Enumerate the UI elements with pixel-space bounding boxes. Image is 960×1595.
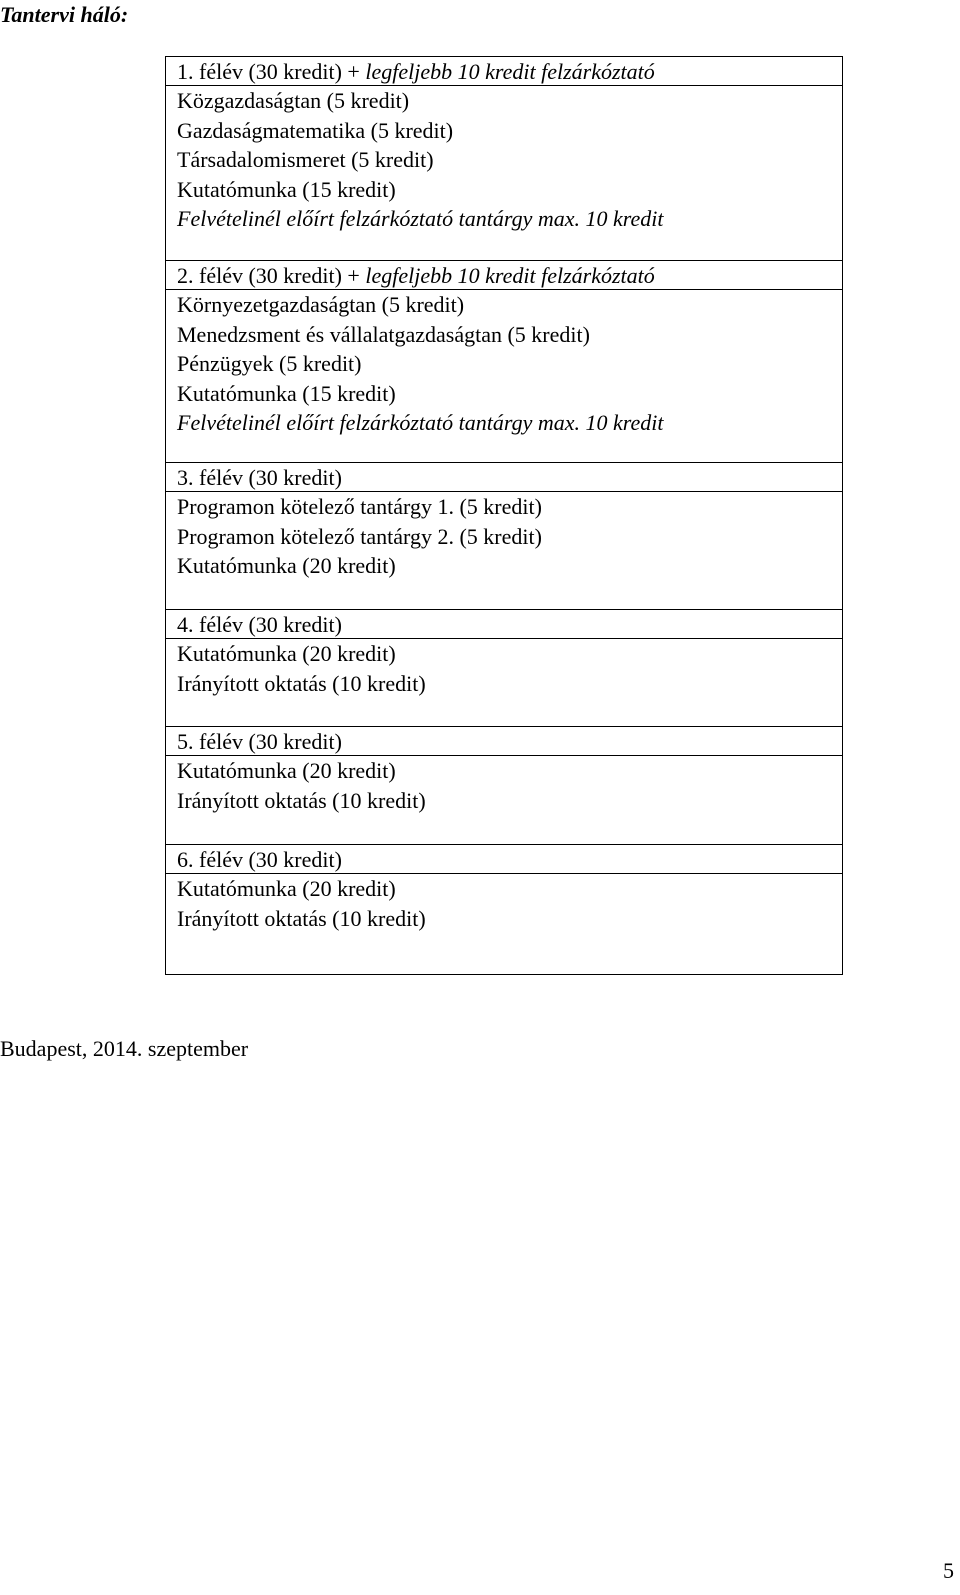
- semester-block: [166, 57, 842, 260]
- semester-header: [166, 261, 842, 290]
- catchup-course-line: Felvételinél előírt felzárkóztató tantárgy max. 10 kredit: [177, 410, 664, 435]
- course-line: Programon kötelező tantárgy 1. (5 kredit): [177, 494, 542, 519]
- course-line: Kutatómunka (15 kredit): [177, 380, 396, 406]
- course-line: Kutatómunka (20 kredit): [177, 876, 396, 901]
- semester-header: [166, 463, 842, 492]
- course-line: Programon kötelező tantárgy 2. (5 kredit): [177, 523, 542, 549]
- semester-block: [166, 609, 842, 726]
- semester-block: [166, 844, 842, 974]
- semester-catchup-note: legfeljebb 10 kredit felzárkóztató: [365, 263, 655, 288]
- course-line: Irányított oktatás (10 kredit): [177, 905, 426, 931]
- place-date: Budapest, 2014. szeptember: [0, 1036, 249, 1061]
- course-line: Közgazdaságtan (5 kredit): [177, 88, 410, 113]
- course-line: Menedzsment és vállalatgazdaságtan (5 kredit): [177, 321, 590, 347]
- semester-title: 3. félév (30 kredit): [177, 465, 342, 490]
- semester-catchup-note: legfeljebb 10 kredit felzárkóztató: [365, 59, 655, 84]
- curriculum-grid: [165, 56, 843, 975]
- course-line: Kutatómunka (15 kredit): [177, 176, 396, 202]
- course-line: Irányított oktatás (10 kredit): [177, 787, 426, 813]
- semester-block: [166, 462, 842, 609]
- course-line: Gazdaságmatematika (5 kredit): [177, 117, 454, 143]
- course-line: Kutatómunka (20 kredit): [177, 553, 396, 578]
- page-heading: Tantervi háló:: [0, 2, 129, 27]
- semester-header: [166, 610, 842, 639]
- semester-title: 5. félév (30 kredit): [177, 729, 342, 754]
- semester-header: [166, 727, 842, 756]
- semester-title: 4. félév (30 kredit): [177, 612, 342, 637]
- course-line: Kutatómunka (20 kredit): [177, 758, 396, 783]
- semester-title: 2. félév (30 kredit) +: [177, 263, 366, 288]
- course-line: Pénzügyek (5 kredit): [177, 351, 362, 376]
- course-line: Társadalomismeret (5 kredit): [177, 147, 434, 172]
- semester-title: 6. félév (30 kredit): [177, 847, 342, 872]
- course-line: Kutatómunka (20 kredit): [177, 641, 396, 666]
- catchup-course-line: Felvételinél előírt felzárkóztató tantárgy max. 10 kredit: [177, 206, 664, 231]
- semester-header: [166, 57, 842, 86]
- page-number: 5: [943, 1558, 954, 1583]
- semester-title: 1. félév (30 kredit) +: [177, 59, 366, 84]
- semester-block: [166, 260, 842, 462]
- semester-header: [166, 845, 842, 874]
- course-line: Környezetgazdaságtan (5 kredit): [177, 292, 465, 317]
- course-line: Irányított oktatás (10 kredit): [177, 670, 426, 696]
- semester-block: [166, 726, 842, 844]
